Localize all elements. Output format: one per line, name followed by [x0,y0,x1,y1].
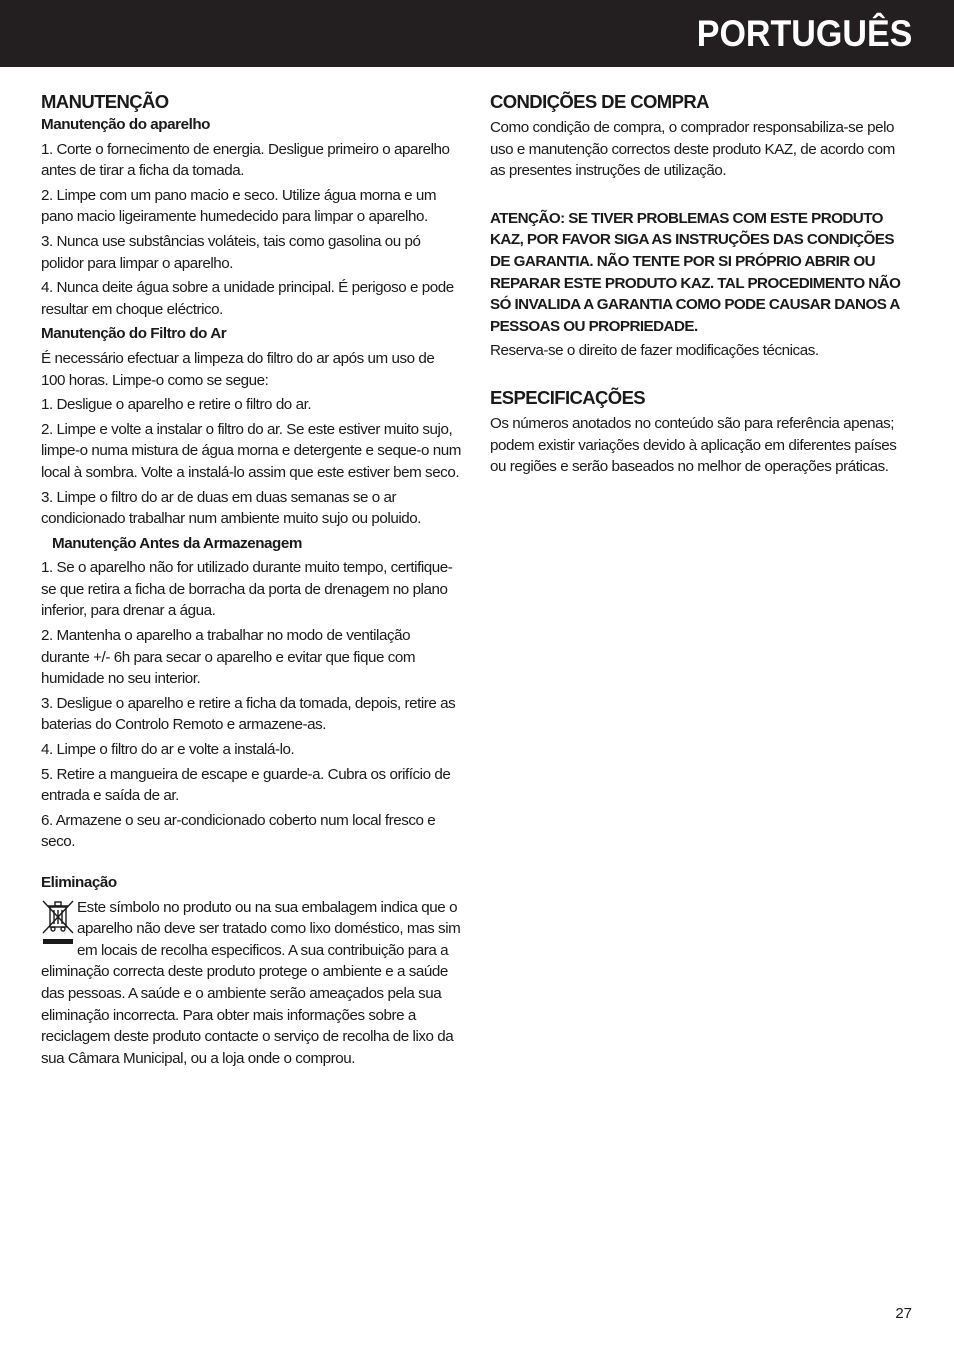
specifications-text: Os números anotados no conteúdo são para referência apenas; podem existir variações devido à aplicação em diferentes países ou regiões e serão baseados no melhor de operações práticas. [490,414,897,476]
specifications-heading: ESPECIFICAÇÕES [490,386,646,408]
reserve-rights-text: Reserva-se o direito de fazer modificações técnicas. [490,342,819,360]
maintenance-heading: MANUTENÇÃO [41,91,169,112]
list-item: 3. Nunca use substâncias voláteis, tais como gasolina ou pó polidor para limpar o aparelho. [41,232,421,272]
list-item: 5. Retire a mangueira de escape e guarde-a. Cubra os orifício de entrada e saída de ar. [41,765,451,805]
list-item: 4. Nunca deite água sobre a unidade principal. É perigoso e pode resultar em choque eléctrico. [41,279,454,318]
page-header-bar [0,0,954,67]
language-title: PORTUGUÊS [696,13,912,54]
list-item: 6. Armazene o seu ar-condicionado coberto num local fresco e seco. [41,811,436,851]
air-filter-intro: É necessário efectuar a limpeza do filtro do ar após um uso de 100 horas. Limpe-o como se segue: [41,349,435,389]
left-column [41,90,461,1069]
purchase-conditions-text: Como condição de compra, o comprador responsabiliza-se pelo uso e manutenção correctos deste produto KAZ, de acordo com as presentes instruções de utilização. [490,119,895,180]
purchase-conditions-heading: CONDIÇÕES DE COMPRA [490,91,709,112]
appliance-maintenance-subheading: Manutenção do aparelho [41,116,210,133]
list-item: 2. Limpe com um pano macio e seco. Utilize água morna e um pano macio ligeiramente humedecido para limpar o aparelho. [41,186,437,226]
disposal-text: Este símbolo no produto ou na sua embalagem indica que o aparelho não deve ser tratado como lixo doméstico, mas sim em locais de recolha especificos. A sua contribuição para a eliminação correcta deste produto protege o ambiente e a saúde das pessoas. A saúde e o ambiente serão ameaçados pela sua eliminação incorrecta. Para obter mais informações sobre a reciclagem deste produto contacte o serviço de recolha de lixo da sua Câmara Municipal, ou a loja onde o comprou. [41,898,461,1067]
page-number: 27 [895,1305,912,1322]
list-item: 2. Mantenha o aparelho a trabalhar no modo de ventilação durante +/- 6h para secar o aparelho e evitar que fique com humidade no seu interior. [41,627,416,688]
storage-subheading: Manutenção Antes da Armazenagem [52,534,302,552]
disposal-heading: Eliminação [41,874,117,891]
list-item: 2. Limpe e volte a instalar o filtro do ar. Se este estiver muito sujo, limpe-o numa mistura de água morna e detergente e seque-o num local à sombra. Volte a instalá-lo assim que este estiver bem seco. [41,420,461,481]
crossed-out-bin-icon [41,899,75,945]
list-item: 4. Limpe o filtro do ar e volte a instalá-lo. [41,741,295,759]
right-column [490,90,910,478]
list-item: 1. Corte o fornecimento de energia. Desligue primeiro o aparelho antes de tirar a ficha da tomada. [41,140,450,180]
air-filter-subheading: Manutenção do Filtro do Ar [41,325,227,343]
disposal-section [41,897,461,1070]
list-item: 1. Desligue o aparelho e retire o filtro do ar. [41,396,312,414]
warning-text: ATENÇÃO: SE TIVER PROBLEMAS COM ESTE PRODUTO KAZ, POR FAVOR SIGA AS INSTRUÇÕES DAS CONDIÇÕES DE GARANTIA. NÃO TENTE POR SI PRÓPRIO ABRIR OU REPARAR ESTE PRODUTO KAZ. TAL PROCEDIMENTO NÃO SÓ INVALIDA A GARANTIA COMO PODE CAUSAR DANOS A PESSOAS OU PROPRIEDADE. [490,209,901,335]
list-item: 1. Se o aparelho não for utilizado durante muito tempo, certifique-se que retira a ficha de borracha da porta de drenagem no plano inferior, para drenar a água. [41,559,453,620]
list-item: 3. Desligue o aparelho e retire a ficha da tomada, depois, retire as baterias do Controlo Remoto e armazene-as. [41,694,456,734]
list-item: 3. Limpe o filtro do ar de duas em duas semanas se o ar condicionado trabalhar num ambiente muito sujo ou poluido. [41,488,422,528]
